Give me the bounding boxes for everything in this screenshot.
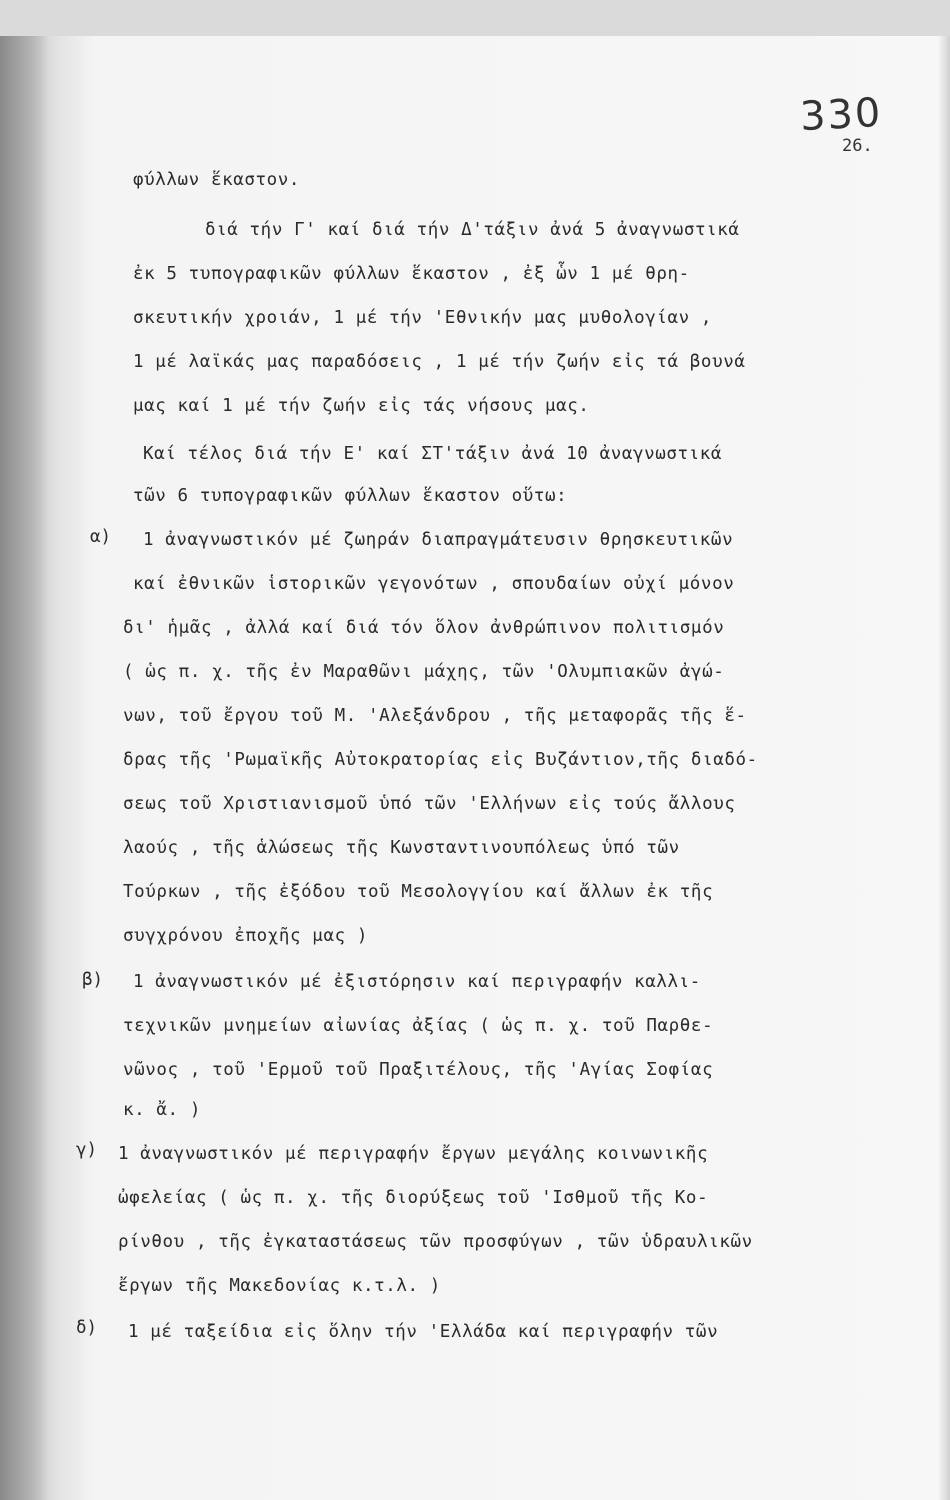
- text-line: ὠφελείας ( ὡς π. χ. τῆς διορύξεως τοῦ 'Ισθμοῦ τῆς Κο-: [118, 1188, 709, 1208]
- text-line: 1 ἀναγνωστικόν μέ ἐξιστόρησιν καί περιγραφήν καλλι-: [133, 972, 701, 992]
- text-line: τῶν 6 τυπογραφικῶν φύλλων ἕκαστον οὕτω:: [133, 486, 568, 506]
- text-line: δρας τῆς 'Ρωμαϊκῆς Αὐτοκρατορίας εἰς Βυζάντιον,τῆς διαδό-: [123, 750, 758, 770]
- text-line: Καί τέλος διά τήν Ε' καί ΣΤ'τάξιν ἀνά 10 ἀναγνωστικά: [143, 444, 723, 464]
- page-number: 26.: [842, 136, 873, 156]
- page-right-edge: [938, 36, 950, 1500]
- text-line: νῶνος , τοῦ 'Ερμοῦ τοῦ Πραξιτέλους, τῆς 'Αγίας Σοφίας: [123, 1060, 714, 1080]
- text-line: 1 μέ ταξείδια εἰς ὅλην τήν 'Ελλάδα καί περιγραφήν τῶν: [128, 1322, 719, 1342]
- text-line: Τούρκων , τῆς ἐξόδου τοῦ Μεσολογγίου καί ἄλλων ἐκ τῆς: [123, 882, 714, 902]
- page-spine-shadow: [0, 36, 48, 1500]
- text-line: 1 μέ λαϊκάς μας παραδόσεις , 1 μέ τήν ζωήν εἰς τά βουνά: [133, 352, 746, 372]
- scanner-top-band: [0, 0, 950, 38]
- list-item-label: β): [82, 970, 104, 990]
- page-stamp-number: 330: [798, 89, 884, 141]
- text-line: νων, τοῦ ἔργου τοῦ Μ. 'Αλεξάνδρου , τῆς μεταφορᾶς τῆς ἕ-: [123, 706, 747, 726]
- text-line: 1 ἀναγνωστικόν μέ ζωηράν διαπραγμάτευσιν θρησκευτικῶν: [143, 530, 734, 550]
- text-line: ἔργων τῆς Μακεδονίας κ.τ.λ. ): [118, 1276, 441, 1296]
- text-line: ( ὡς π. χ. τῆς ἐν Μαραθῶνι μάχης, τῶν 'Ολυμπιακῶν ἀγώ-: [123, 662, 725, 682]
- text-line: 1 ἀναγνωστικόν μέ περιγραφήν ἔργων μεγάλης κοινωνικῆς: [118, 1144, 709, 1164]
- list-item-label: α): [90, 527, 112, 547]
- text-line: καί ἐθνικῶν ἱστορικῶν γεγονότων , σπουδαίων οὐχί μόνον: [133, 574, 735, 594]
- text-line: ρίνθου , τῆς ἐγκαταστάσεως τῶν προσφύγων , τῶν ὑδραυλικῶν: [118, 1232, 753, 1252]
- list-item-label: γ): [76, 1140, 98, 1160]
- text-line: διά τήν Γ' καί διά τήν Δ'τάξιν ἀνά 5 ἀναγνωστικά: [205, 220, 740, 240]
- text-line: δι' ἡμᾶς , ἀλλά καί διά τόν ὅλον ἀνθρώπινον πολιτισμόν: [123, 618, 725, 638]
- text-line: φύλλων ἕκαστον.: [133, 170, 301, 190]
- text-line: σεως τοῦ Χριστιανισμοῦ ὑπό τῶν 'Ελλήνων εἰς τούς ἄλλους: [123, 794, 736, 814]
- text-line: ἐκ 5 τυπογραφικῶν φύλλων ἕκαστον , ἐξ ὧν 1 μέ θρη-: [133, 264, 690, 284]
- list-item-label: δ): [76, 1318, 98, 1338]
- text-line: συγχρόνου ἐποχῆς μας ): [123, 926, 368, 946]
- text-line: μας καί 1 μέ τήν ζωήν εἰς τάς νήσους μας.: [133, 396, 590, 416]
- text-line: κ. ἄ. ): [123, 1100, 201, 1120]
- text-line: σκευτικήν χροιάν, 1 μέ τήν 'Εθνικήν μας μυθολογίαν ,: [133, 308, 713, 328]
- text-line: λαούς , τῆς ἁλώσεως τῆς Κωνσταντινουπόλεως ὑπό τῶν: [123, 838, 680, 858]
- text-line: τεχνικῶν μνημείων αἰωνίας ἀξίας ( ὡς π. χ. τοῦ Παρθε-: [123, 1016, 714, 1036]
